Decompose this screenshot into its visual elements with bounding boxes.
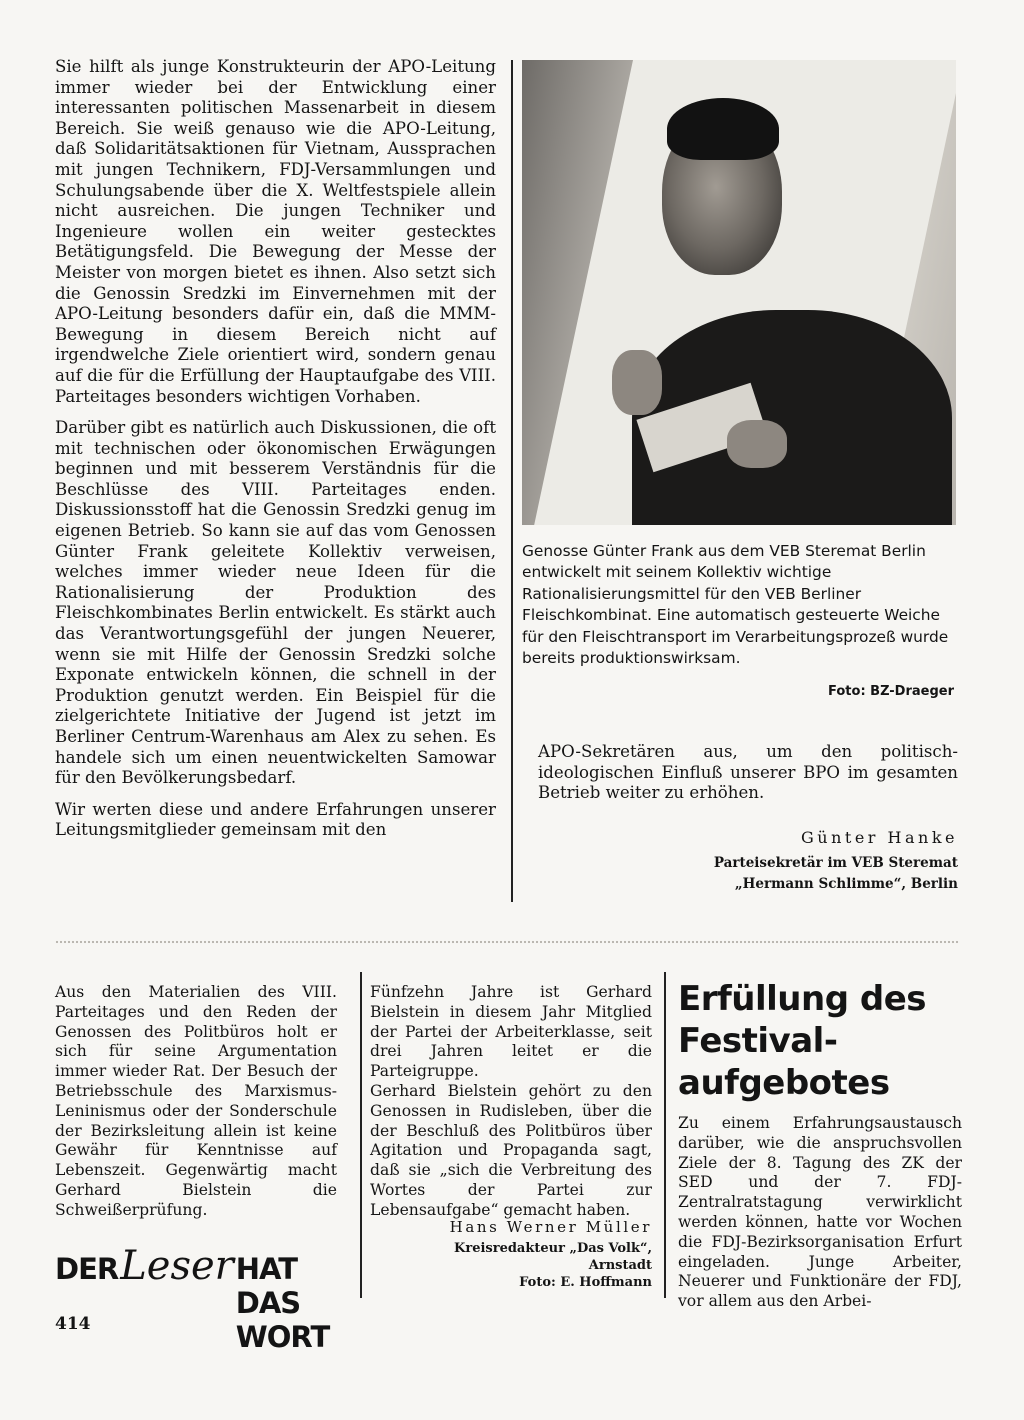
author-signature [538, 828, 958, 892]
festival-article [678, 978, 962, 1312]
column-divider-lower-1 [360, 972, 362, 1298]
middle-author-role: Kreisredakteur „Das Volk“, [454, 1241, 652, 1256]
left-column [55, 57, 496, 841]
headline [678, 978, 962, 1104]
middle-photo-credit: Foto: E. Hoffmann [519, 1275, 652, 1290]
photo-guenter-frank [522, 60, 956, 525]
bottom-middle-paragraph-2: Gerhard Bielstein gehört zu den Genossen in Rudisleben, über die der Beschluß des Politbüros über Agitation und Propaganda sagt, daß sie „sich die Verbreitung des Wortes der Partei zur Lebensaufgabe“ gemacht haben. [370, 1081, 652, 1219]
bottom-middle-signature [370, 1218, 652, 1290]
column-divider-upper [511, 60, 513, 902]
left-paragraph-1: Sie hilft als junge Konstrukteurin der APO-Leitung immer wieder bei der Entwicklung einer interessanten politischen Massenarbeit in diesem Bereich. Sie weiß genauso wie die APO-Leitung, daß Solidaritätsaktionen für Vietnam, Aussprachen mit jungen Technikern, FDJ-Versammlungen und Schulungsabende über die X. Weltfestspiele allein nicht ausreichen. Die jungen Techniker und Ingenieure wollen ein weiter gestecktes Betätigungsfeld. Die Bewegung der Messe der Meister von morgen bietet es ihnen. Also setzt sich die Genossin Sredzki im Einvernehmen mit der APO-Leitung besonders dafür ein, daß die MMM-Bewegung in diesem Bereich nicht auf irgendwelche Ziele orientiert wird, sondern genau auf die für die Erfüllung der Hauptaufgabe des VIII. Parteitages besonders wichtigen Vorhaben. [55, 57, 496, 406]
photo-caption [522, 541, 954, 703]
page-number: 414 [55, 1314, 91, 1334]
section-separator [55, 940, 960, 944]
column-divider-lower-2 [664, 972, 666, 1298]
caption-photo-credit: Foto: BZ-Draeger [828, 684, 954, 700]
bottom-middle-column [370, 983, 652, 1221]
festival-text: Zu einem Erfahrungsaustausch darüber, wie die anspruchsvollen Ziele der 8. Tagung des ZK der SED und der 7. FDJ-Zentralratstagung verwirklicht werden können, hatte vor Wochen die FDJ-Bezirksorganisation Erfurt eingeladen. Junge Arbeiter, Neuerer und Funktionäre der FDJ, vor allem aus den Arbei- [678, 1114, 962, 1311]
bottom-left-text: Aus den Materialien des VIII. Parteitages und den Reden der Genossen des Politbüros holt er sich für seine Argumentation immer wieder Rat. Der Besuch der Betriebsschule des Marxismus-Leninismus oder der Sonderschule der Bezirksleitung allein ist keine Gewähr für Kenntnisse auf Lebenszeit. Gegenwärtig macht Gerhard Bielstein die Schweißerprüfung. [55, 983, 337, 1219]
bottom-middle-paragraph-1: Fünfzehn Jahre ist Gerhard Bielstein in diesem Jahr Mitglied der Partei der Arbeiterklasse, seit drei Jahren leitet er die Parteigruppe. [370, 983, 652, 1081]
author-role: Parteisekretär im VEB Steremat [713, 855, 958, 871]
continuation-text: APO-Sekretären aus, um den politisch-ideologischen Einfluß unserer BPO im gesamten Betrieb weiter zu erhöhen. [538, 742, 958, 803]
right-column-continuation [538, 742, 958, 804]
author-name: Günter Hanke [801, 828, 958, 847]
middle-author-city: Arnstadt [588, 1258, 652, 1273]
caption-text: Genosse Günter Frank aus dem VEB Steremat Berlin entwickelt mit seinem Kollektiv wichtige Rationalisierungsmittel für den VEB Berliner Fleischkombinat. Eine automatisch gesteuerte Weiche für den Fleischtransport im Verarbeitungsprozeß wurde bereits produktionswirksam. [522, 542, 949, 668]
author-company: „Hermann Schlimme“, Berlin [734, 876, 958, 892]
left-paragraph-3: Wir werten diese und andere Erfahrungen unserer Leitungsmitglieder gemeinsam mit den [55, 799, 496, 840]
headline-line-3: aufgebotes [678, 1063, 890, 1103]
bottom-left-column [55, 983, 337, 1221]
middle-author-name: Hans Werner Müller [449, 1218, 652, 1236]
left-paragraph-2: Darüber gibt es natürlich auch Diskussionen, die oft mit technischen oder ökonomischen Erwägungen beginnen und mit besserem Verständnis für die Beschlüsse des VIII. Parteitages enden. Diskussionsstoff hat die Genossin Sredzki genug im eigenen Betrieb. So kann sie auf das vom Genossen Günter Frank geleitete Kollektiv verweisen, welches immer wieder neue Ideen für die Rationalisierung der Produktion des Fleischkombinates Berlin entwickelt. Es stärkt auch das Verantwortungsgefühl der jungen Neuerer, wenn sie mit Hilfe der Genossin Sredzki solche Exponate entwickeln können, die schnell in der Produktion genutzt werden. Ein Beispiel für die zielgerichtete Initiative der Jugend ist jetzt im Berliner Centrum-Warenhaus am Alex zu sehen. Es handele sich um einen neuentwickelten Samowar für den Bevölkerungsbedarf. [55, 418, 496, 788]
leser-hat-das-wort-logo: DER Leser HAT DAS WORT [55, 1243, 330, 1354]
headline-line-1: Erfüllung des [678, 979, 927, 1019]
headline-line-2: Festival- [678, 1021, 838, 1061]
